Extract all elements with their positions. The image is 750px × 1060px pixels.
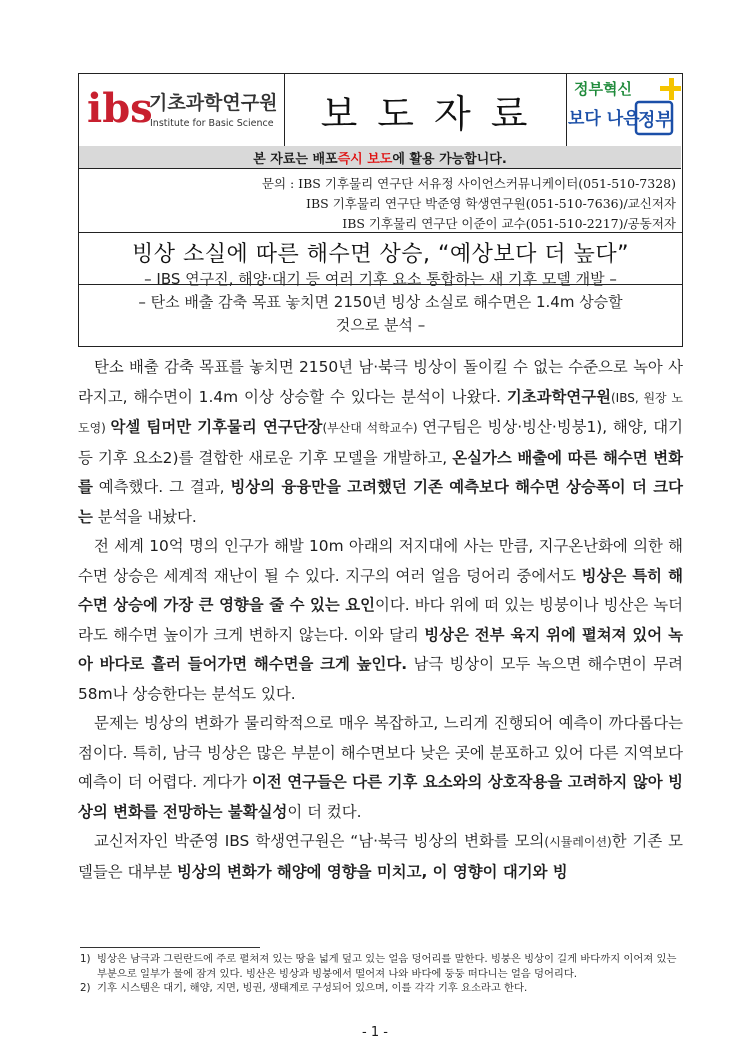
bold-text: 이전 연구들은 다른 기후 요소와의 상호작용을 고려하지 않아 빙상의 변화를 전망하는 불확실성 xyxy=(78,773,683,821)
footnote-text: 빙상은 남극과 그린란드에 주로 펼쳐져 있는 땅을 넓게 덮고 있는 얼음 덩어리를 말한다. 빙붕은 빙상이 길게 바다까지 이어져 있는 부분으로 일부가 물에 잠겨 있다. 빙산은 빙상과 빙붕에서 떨어져 나와 바다에 둥둥 떠다니는 얼음 덩어리다. xyxy=(97,953,677,980)
text: 이다. 바다 위에 떠 있는 빙붕이나 빙산은 녹더라도 해수면 높이가 크게 변하지 않는다. 이와 달리 xyxy=(78,596,683,644)
paragraph xyxy=(78,353,683,532)
notice-pre: 본 자료는 배포 xyxy=(253,151,338,167)
doc-type-title: 보도자료 xyxy=(320,91,548,136)
notice-post: 에 활용 가능합니다. xyxy=(392,151,507,167)
gov-logo-icon xyxy=(566,74,681,146)
ibs-logo-mark-icon xyxy=(79,74,284,146)
subheadline: – IBS 연구진, 해양·대기 등 여러 기후 요소 통합하는 새 기후 모델 개발 – xyxy=(144,270,617,288)
gov-logo-line2a: 보다 나은 xyxy=(568,109,640,129)
contact-line: 문의 : IBS 기후물리 연구단 서유정 사이언스커뮤니케이터(051-510-7328) xyxy=(261,176,676,191)
doc-type-cell xyxy=(284,74,567,146)
contact-line: IBS 기후물리 연구단 박준영 학생연구원(051-510-7636)/교신저자 xyxy=(306,196,676,211)
bold-text: 빙상의 변화가 해양에 영향을 미치고, 이 영향이 대기와 빙 xyxy=(177,862,568,881)
text: 한 기존 모델들은 대부분 xyxy=(78,832,683,881)
article-body xyxy=(78,353,683,887)
ibs-mark: ibs xyxy=(87,85,153,132)
text: 연구팀은 빙상·빙산·빙붕1), 해양, 대기 등 기후 요소2)를 결합한 새로운 기후 모델을 개발하고, xyxy=(78,418,684,467)
headline-block xyxy=(78,232,683,347)
text: 전 세계 10억 명의 인구가 해발 10m 아래의 저지대에 사는 만큼, 지구온난화에 의한 해수면 상승은 세계적 재난이 될 수 있다. 지구의 여러 얼음 덩어리 중에서도 xyxy=(78,537,683,585)
text: 교신저자인 박준영 IBS 학생연구원은 “남·북극 빙상의 변화를 모의 xyxy=(94,832,545,850)
paragraph xyxy=(78,532,683,709)
headline: 빙상 소실에 따른 해수면 상승, “예상보다 더 높다” xyxy=(131,242,630,267)
bold-text: 악셀 팀머만 기후물리 연구단장 xyxy=(110,418,323,436)
bold-text: 빙상은 전부 육지 위에 펼쳐져 있어 녹아 바다로 흘러 들어가면 해수면을 크게 높인다. xyxy=(78,625,683,673)
text: 남극 빙상이 모두 녹으면 해수면이 무려 58m나 상승한다는 분석도 있다. xyxy=(78,655,683,703)
footnote-text: 기후 시스템은 대기, 해양, 지면, 빙권, 생태계로 구성되어 있으며, 이를 각각 기후 요소라고 한다. xyxy=(97,982,528,994)
gov-logo-line1: 정부혁신 xyxy=(574,80,632,98)
header-row xyxy=(79,74,681,147)
footnote xyxy=(80,981,684,996)
contact-line: IBS 기후물리 연구단 이준이 교수(051-510-2217)/공동저자 xyxy=(342,216,676,231)
subheadline: 것으로 분석 – xyxy=(335,316,426,334)
ibs-name-en: Institute for Basic Science xyxy=(150,118,274,129)
footnote-number: 1) xyxy=(80,953,91,965)
small-text: (시뮬레이션) xyxy=(544,835,612,849)
bold-text: 빙상의 융융만을 고려했던 기존 예측보다 해수면 상승폭이 더 크다는 xyxy=(78,478,683,526)
footnotes xyxy=(80,952,684,996)
bold-text: 온실가스 배출에 따른 해수면 변화를 xyxy=(78,448,683,496)
contacts xyxy=(86,174,676,234)
footnote-divider xyxy=(80,947,260,948)
paragraph xyxy=(78,709,683,827)
notice-highlight: 즉시 보도 xyxy=(337,151,393,167)
paragraph xyxy=(78,827,683,887)
small-text: (부산대 석학교수) xyxy=(322,421,423,435)
page-number: - 1 - xyxy=(362,1025,388,1040)
text: 탄소 배출 감축 목표를 놓치면 2150년 남·북극 빙상이 돌이킬 수 없는 수준으로 녹아 사라지고, 해수면이 1.4m 이상 상승할 수 있다는 분석이 나왔다. xyxy=(78,358,683,406)
gov-plus-h xyxy=(660,86,681,91)
text: 분석을 내놨다. xyxy=(92,507,197,526)
bold-text: 빙상은 특히 해수면 상승에 가장 큰 영향을 줄 수 있는 요인 xyxy=(78,566,683,614)
footnote-number: 2) xyxy=(80,982,91,994)
small-text: (IBS, 원장 노도영) xyxy=(78,390,683,435)
notice-banner xyxy=(79,146,681,169)
footnote xyxy=(80,952,684,981)
bold-text: 기초과학연구원 xyxy=(506,387,611,406)
gov-logo-line2b: 정부 xyxy=(638,110,673,131)
ibs-name-ko: 기초과학연구원 xyxy=(149,92,278,114)
subheadline: – 탄소 배출 감축 목표 놓치면 2150년 빙상 소실로 해수면은 1.4m 상승할 xyxy=(138,293,623,311)
gov-innovation-logo xyxy=(566,74,681,146)
text: 문제는 빙상의 변화가 물리학적으로 매우 복잡하고, 느리게 진행되어 예측이 까다롭다는 점이다. 특히, 남극 빙상은 많은 부분이 해수면보다 낮은 곳에 분포하고 있어 다른 지역보다 예측이 더 어렵다. 게다가 xyxy=(78,714,683,791)
text: 예측했다. 그 결과, xyxy=(92,478,231,496)
ibs-logo xyxy=(79,74,285,146)
text: 이 더 컸다. xyxy=(287,802,362,821)
